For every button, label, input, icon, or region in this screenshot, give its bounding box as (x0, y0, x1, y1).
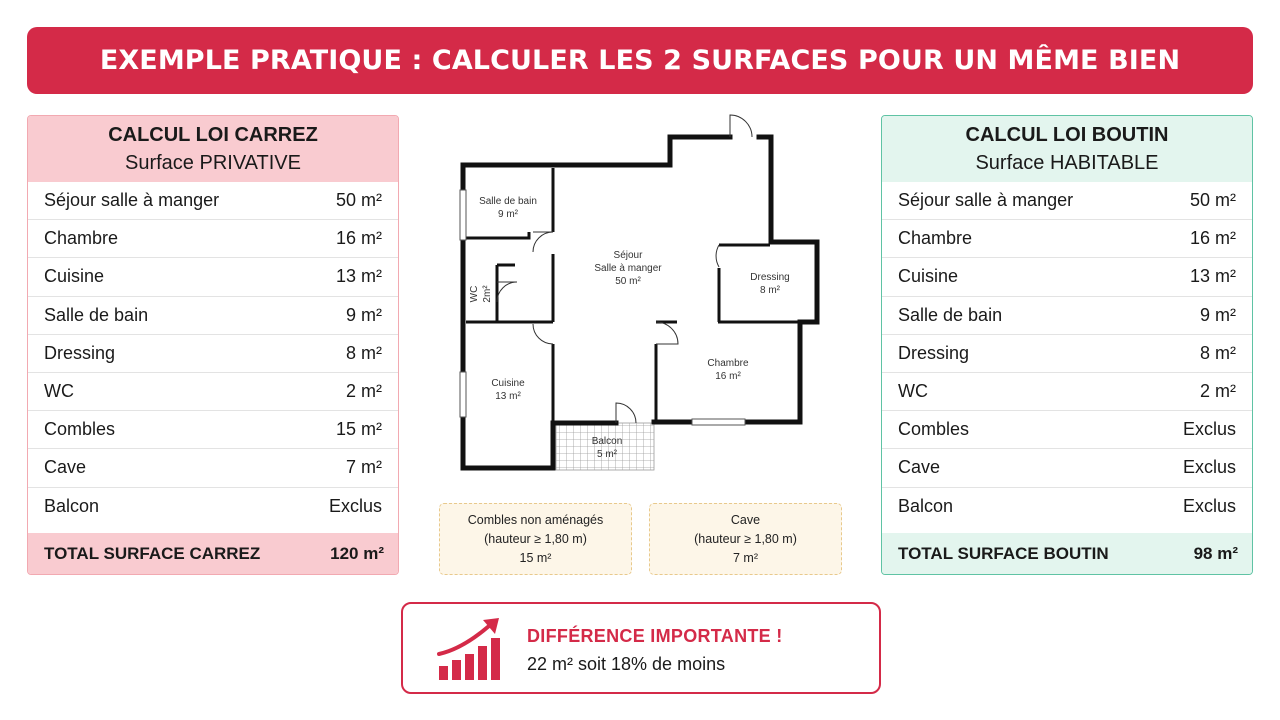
row-label: Cuisine (898, 266, 959, 287)
row-label: WC (898, 381, 928, 402)
row-label: WC (44, 381, 74, 402)
room-area-cuisine: 13 m² (495, 391, 521, 402)
boutin-rows (882, 182, 1252, 526)
table-row (28, 258, 398, 296)
row-value: Exclus (1182, 419, 1236, 440)
note-line: Cave (730, 512, 761, 527)
table-row (882, 182, 1252, 220)
room-area-wc: 2m² (482, 285, 493, 303)
table-row (28, 411, 398, 449)
row-label: Balcon (44, 496, 100, 517)
room-name-chambre: Chambre (707, 358, 749, 369)
row-value: 8 m² (346, 342, 382, 363)
note-line: 7 m² (733, 550, 758, 565)
row-value: 16 m² (335, 228, 382, 249)
row-label: Combles (44, 419, 116, 440)
note-line: (hauteur ≥ 1,80 m) (484, 531, 587, 546)
carrez-rows (28, 182, 398, 526)
table-row (28, 335, 398, 373)
note-line: (hauteur ≥ 1,80 m) (694, 531, 797, 546)
table-row (28, 488, 398, 526)
room-name-dressing: Dressing (750, 272, 790, 283)
row-label: Dressing (898, 342, 970, 363)
row-label: Balcon (898, 496, 954, 517)
room-name-sejour: Séjour (613, 250, 643, 261)
boutin-total-row (882, 533, 1252, 574)
room-area-dressing: 8 m² (760, 285, 780, 296)
row-label: Combles (898, 419, 970, 440)
table-row (28, 182, 398, 220)
boutin-header (882, 116, 1252, 182)
boutin-panel (881, 115, 1253, 575)
row-value: 16 m² (1189, 228, 1236, 249)
room-area-sejour: 50 m² (615, 276, 641, 287)
table-row (28, 449, 398, 487)
row-value: Exclus (328, 496, 382, 517)
room-area-balcon: 5 m² (597, 449, 617, 460)
table-row (882, 297, 1252, 335)
row-value: 15 m² (335, 419, 382, 440)
row-label: Dressing (44, 342, 116, 363)
total-label: TOTAL SURFACE CARREZ (44, 543, 261, 563)
room-area-chambre: 16 m² (715, 371, 741, 382)
row-label: Séjour salle à manger (898, 190, 1074, 211)
table-row (882, 335, 1252, 373)
note-line: 15 m² (519, 550, 552, 565)
room-name-balcon: Balcon (591, 436, 623, 447)
row-value: Exclus (1182, 496, 1236, 517)
total-value: 120 m² (330, 543, 384, 563)
table-row (28, 373, 398, 411)
carrez-panel (27, 115, 399, 575)
table-row (882, 488, 1252, 526)
room-name-wc: WC (469, 285, 480, 303)
table-row (882, 373, 1252, 411)
row-value: 9 m² (1200, 304, 1236, 325)
room-name-cuisine: Cuisine (491, 378, 525, 389)
row-value: 13 m² (1189, 266, 1236, 287)
floor-plan-drawing (440, 110, 840, 485)
row-value: 50 m² (335, 190, 382, 211)
row-value: 9 m² (346, 304, 382, 325)
row-value: 2 m² (1200, 381, 1236, 402)
table-row (882, 449, 1252, 487)
carrez-total-row (28, 533, 398, 574)
difference-title: DIFFÉRENCE IMPORTANTE ! (527, 626, 783, 646)
table-row (28, 220, 398, 258)
room-name-salle-de-bain: Salle de bain (479, 196, 537, 207)
row-value: 13 m² (335, 266, 382, 287)
row-label: Chambre (898, 228, 973, 249)
row-label: Salle de bain (44, 304, 149, 325)
row-value: 50 m² (1189, 190, 1236, 211)
row-label: Cave (898, 457, 941, 478)
combles-note (439, 503, 632, 575)
table-row (882, 411, 1252, 449)
row-label: Salle de bain (898, 304, 1003, 325)
boutin-heading: CALCUL LOI BOUTIN (965, 124, 1169, 146)
page-title: EXEMPLE PRATIQUE : CALCULER LES 2 SURFACES POUR UN MÊME BIEN (99, 45, 1181, 76)
carrez-subheading: Surface PRIVATIVE (125, 152, 301, 174)
page-title-banner (27, 27, 1253, 94)
table-row (882, 220, 1252, 258)
room-area-salle-de-bain: 9 m² (498, 209, 518, 220)
boutin-subheading: Surface HABITABLE (975, 152, 1159, 174)
difference-text: 22 m² soit 18% de moins (527, 654, 726, 674)
row-value: 7 m² (346, 457, 382, 478)
row-value: 2 m² (346, 381, 382, 402)
row-value: Exclus (1182, 457, 1236, 478)
total-label: TOTAL SURFACE BOUTIN (898, 543, 1109, 563)
row-label: Séjour salle à manger (44, 190, 220, 211)
table-row (28, 297, 398, 335)
room-name-salle-a-manger: Salle à manger (594, 263, 662, 274)
note-line: Combles non aménagés (467, 512, 604, 527)
row-label: Cave (44, 457, 87, 478)
carrez-header (28, 116, 398, 182)
floor-plan (440, 110, 840, 485)
walls (463, 137, 817, 468)
table-row (882, 258, 1252, 296)
row-label: Chambre (44, 228, 119, 249)
difference-callout (401, 602, 881, 694)
row-value: 8 m² (1200, 342, 1236, 363)
rising-bar-chart-icon (437, 616, 505, 682)
windows (460, 190, 745, 425)
total-value: 98 m² (1193, 543, 1238, 563)
carrez-heading: CALCUL LOI CARREZ (108, 124, 318, 146)
row-label: Cuisine (44, 266, 105, 287)
cave-note (649, 503, 842, 575)
